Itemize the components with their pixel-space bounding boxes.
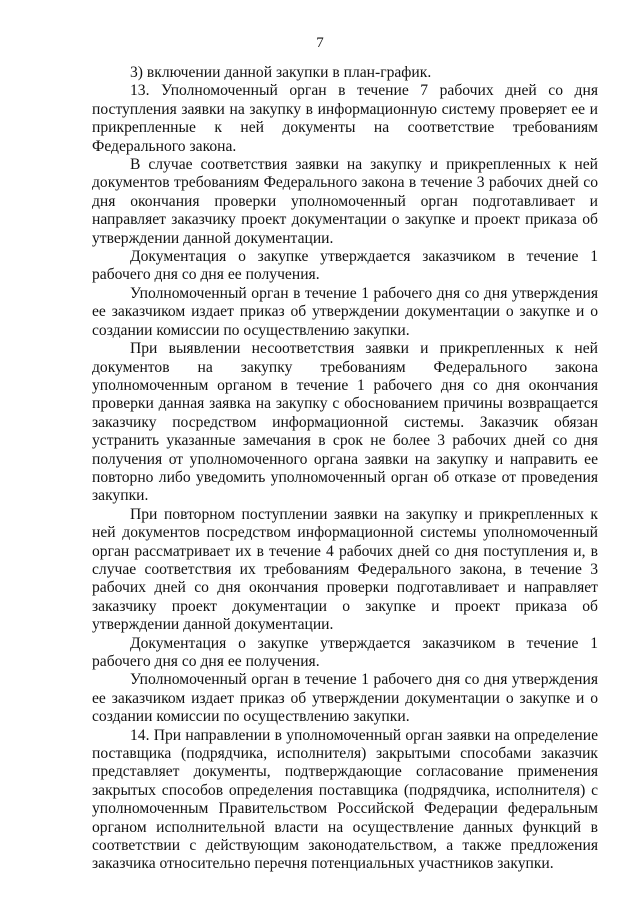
page-number: 7 (316, 35, 324, 51)
paragraph-resubmission: При повторном поступлении заявки на закупку и прикрепленных к ней документов посредством информационной системы уполномоченный орган рассматривает их в течение 4 рабочих дней со дня поступления и, в случае соответствия их требованиям Федерального закона, в течение 3 рабочих дней со дня окончания проверки подготавливает и направляет заказчику проект документации о закупке и проект приказа об утверждении данной документации. (92, 505, 598, 634)
paragraph-clause-14: 14. При направлении в уполномоченный орган заявки на определение поставщика (подрядчика, исполнителя) закрытыми способами заказчик представляет документы, подтверждающие согласование применения закрытых способов определения поставщика (подрядчика, исполнителя) с уполномоченным Правительством Российской Федерации федеральным органом исполнительной власти на осуществление данных функций в соответствии с действующим законодательством, а также предложения заказчика относительно перечня потенциальных участников закупки. (92, 726, 598, 873)
paragraph-compliance-case: В случае соответствия заявки на закупку и прикрепленных к ней документов требованиям Федерального закона в течение 3 рабочих дней со дня окончания проверки уполномоченный орган подготавливает и направляет заказчику проект документации о закупке и проект приказа об утверждении данной документации. (92, 156, 598, 247)
document-body (92, 64, 598, 874)
paragraph-item-3: 3) включении данной закупки в план-график. (130, 64, 432, 81)
paragraph-order-issue-repeat: Уполномоченный орган в течение 1 рабочего дня со дня утверждения ее заказчиком издает приказ об утверждении документации о закупке и о создании комиссии по осуществлению закупки. (92, 671, 598, 726)
paragraph-order-issue: Уполномоченный орган в течение 1 рабочего дня со дня утверждения ее заказчиком издает приказ об утверждении документации о закупке и о создании комиссии по осуществлению закупки. (92, 284, 598, 339)
paragraph-clause-13: 13. Уполномоченный орган в течение 7 рабочих дней со дня поступления заявки на закупку в информационную систему проверяет ее и прикрепленные к ней документы на соответствие требованиям Федерального закона. (92, 82, 598, 155)
paragraph-approval: Документация о закупке утверждается заказчиком в течение 1 рабочего дня со дня ее получения. (92, 248, 598, 284)
paragraph-noncompliance: При выявлении несоответствия заявки и прикрепленных к ней документов на закупку требованиям Федерального закона уполномоченным органом в течение 1 рабочего дня со дня окончания проверки данная заявка на закупку с обоснованием причины возвращается заказчику посредством информационной системы. Заказчик обязан устранить указанные замечания в срок не более 3 рабочих дней со дня получения от уполномоченного органа заявки на закупку и направить ее повторно либо уведомить уполномоченный орган об отказе от проведения закупки. (92, 340, 598, 505)
paragraph-approval-repeat: Документация о закупке утверждается заказчиком в течение 1 рабочего дня со дня ее получения. (92, 634, 598, 670)
